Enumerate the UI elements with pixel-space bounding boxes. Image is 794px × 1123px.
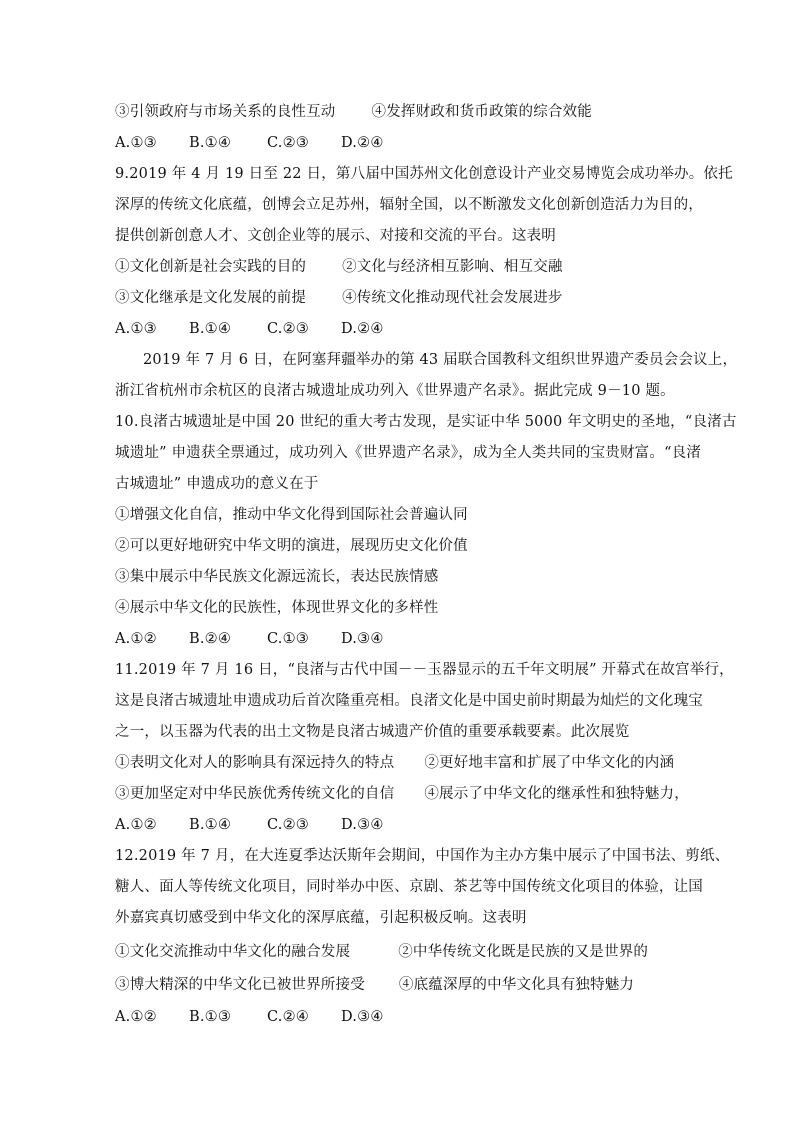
q12-option-1: ①文化交流推动中华文化的融合发展 bbox=[115, 944, 351, 960]
q9-stem-line-1: 9.2019 年 4 月 19 日至 22 日，第八届中国苏州文化创意设计产业交易博览会成功举办。依托 bbox=[115, 166, 733, 182]
answer-d: D.③④ bbox=[341, 817, 384, 833]
answer-c: C.②③ bbox=[267, 321, 309, 337]
q10-option-2: ②可以更好地研究中华文明的演进，展现历史文化价值 bbox=[115, 538, 468, 554]
answer-b: B.①④ bbox=[189, 817, 232, 833]
q12-option-4: ④底蕴深厚的中华文化具有独特魅力 bbox=[398, 977, 635, 993]
answer-b: B.①④ bbox=[189, 135, 232, 151]
q9-options-row-2 bbox=[115, 288, 563, 308]
answer-c: C.②③ bbox=[267, 817, 309, 833]
answer-b: B.①③ bbox=[189, 1009, 232, 1025]
q12-stem-line-1: 12.2019 年 7 月，在大连夏季达沃斯年会期间，中国作为主办方集中展示了中国书法、剪纸、 bbox=[115, 848, 730, 864]
answer-b: B.①④ bbox=[189, 321, 232, 337]
q9-option-3: ③文化继承是文化发展的前提 bbox=[115, 290, 307, 306]
q11-options-row-2 bbox=[115, 784, 689, 804]
q10-option-1: ①增强文化自信，推动中华文化得到国际社会普遍认同 bbox=[115, 507, 468, 523]
answer-c: C.②④ bbox=[267, 1009, 309, 1025]
answer-a: A.①② bbox=[115, 817, 157, 833]
q10-answer-choices bbox=[115, 629, 384, 649]
q9-option-2: ②文化与经济相互影响、相互交融 bbox=[342, 259, 563, 275]
prev-option-3: ③引领政府与市场关系的良性互动 bbox=[115, 104, 336, 120]
q10-stem-line-1: 10.良渚古城遗址是中国 20 世纪的重大考古发现，是实证中华 5000 年文明史的圣地，“良渚古 bbox=[115, 414, 737, 430]
q12-options-row-2 bbox=[115, 975, 634, 995]
q10-option-3: ③集中展示中华民族文化源远流长，表达民族情感 bbox=[115, 569, 439, 585]
q10-stem-line-3: 古城遗址” 申遗成功的意义在于 bbox=[115, 476, 319, 492]
q9-options-row-1 bbox=[115, 257, 563, 277]
q12-option-2: ②中华传统文化既是民族的又是世界的 bbox=[398, 944, 649, 960]
answer-a: A.①② bbox=[115, 1009, 157, 1025]
q9-option-4: ④传统文化推动现代社会发展进步 bbox=[342, 290, 563, 306]
q11-stem-line-1: 11.2019 年 7 月 16 日，“良渚与古代中国－－玉器显示的五千年文明展” 开幕式在故宫举行， bbox=[115, 662, 734, 678]
answer-d: D.③④ bbox=[341, 1009, 384, 1025]
q9-answer-choices bbox=[115, 319, 384, 339]
answer-c: C.②③ bbox=[267, 135, 309, 151]
answer-b: B.②④ bbox=[189, 631, 232, 647]
q11-option-2: ②更好地丰富和扩展了中华文化的内涵 bbox=[424, 755, 675, 771]
q11-stem-line-3: 之一，以玉器为代表的出土文物是良渚古城遗产价值的重要承载要素。此次展览 bbox=[115, 724, 630, 740]
q11-option-4: ④展示了中华文化的继承性和独特魅力， bbox=[424, 786, 689, 802]
material-line-2: 浙江省杭州市余杭区的良渚古城遗址成功列入《世界遗产名录》。据此完成 9－10 题。 bbox=[115, 383, 675, 399]
q12-answer-choices bbox=[115, 1007, 384, 1027]
q11-answer-choices bbox=[115, 815, 384, 835]
answer-a: A.①③ bbox=[115, 135, 157, 151]
q12-stem-line-2: 糖人、面人等传统文化项目，同时举办中医、京剧、茶艺等中国传统文化项目的体验，让国 bbox=[115, 879, 703, 895]
q12-option-3: ③博大精深的中华文化已被世界所接受 bbox=[115, 977, 365, 993]
q11-options-row-1 bbox=[115, 753, 674, 773]
answer-c: C.①③ bbox=[267, 631, 309, 647]
q9-stem-line-2: 深厚的传统文化底蕴，创博会立足苏州，辐射全国，以不断激发文化创新创造活力为目的， bbox=[115, 197, 703, 213]
prev-options-row-2 bbox=[115, 102, 592, 122]
answer-d: D.②④ bbox=[341, 321, 384, 337]
q11-stem-line-2: 这是良渚古城遗址申遗成功后首次隆重亮相。良渚文化是中国史前时期最为灿烂的文化瑰宝 bbox=[115, 693, 703, 709]
answer-a: A.①③ bbox=[115, 321, 157, 337]
q10-option-4: ④展示中华文化的民族性，体现世界文化的多样性 bbox=[115, 600, 439, 616]
answer-d: D.③④ bbox=[341, 631, 384, 647]
answer-a: A.①② bbox=[115, 631, 157, 647]
q11-option-3: ③更加坚定对中华民族优秀传统文化的自信 bbox=[115, 786, 395, 802]
prev-option-4: ④发挥财政和货币政策的综合效能 bbox=[371, 104, 592, 120]
q9-stem-line-3: 提供创新创意人才、文创企业等的展示、对接和交流的平台。这表明 bbox=[115, 228, 556, 244]
q12-stem-line-3: 外嘉宾真切感受到中华文化的深厚底蕴，引起积极反响。这表明 bbox=[115, 910, 527, 926]
q10-stem-line-2: 城遗址” 申遗获全票通过，成功列入《世界遗产名录》，成为全人类共同的宝贵财富。“良渚 bbox=[115, 445, 702, 461]
material-line-1: 2019 年 7 月 6 日，在阿塞拜疆举办的第 43 届联合国教科文组织世界遗产委员会会议上， bbox=[143, 352, 738, 368]
q11-option-1: ①表明文化对人的影响具有深远持久的特点 bbox=[115, 755, 395, 771]
q12-options-row-1 bbox=[115, 942, 648, 962]
q9-option-1: ①文化创新是社会实践的目的 bbox=[115, 259, 307, 275]
prev-answer-choices bbox=[115, 133, 384, 153]
answer-d: D.②④ bbox=[341, 135, 384, 151]
